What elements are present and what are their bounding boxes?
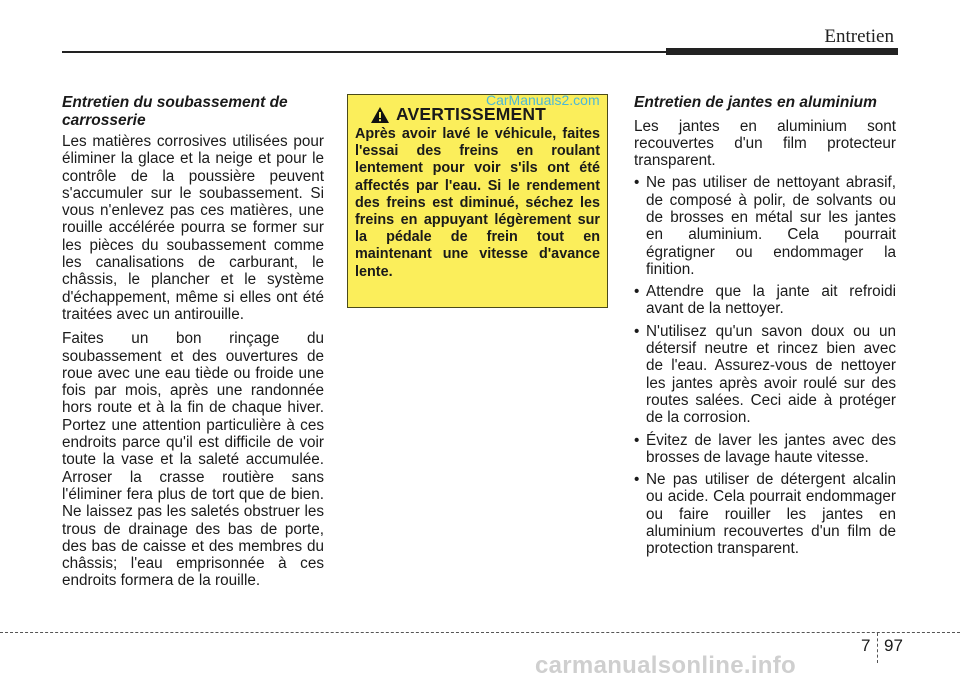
watermark-bottom[interactable]: carmanualsonline.info — [535, 652, 797, 679]
section-title-aluminium-wheels: Entretien de jantes en aluminium — [634, 94, 877, 111]
aluminium-bullet-list — [634, 174, 896, 557]
list-item: • N'utilisez qu'un savon doux ou un détersif neutre et rincez bien avec de l'eau. Assurez-vous de nettoyer les jantes après avoir roulé sur des routes salées. Ceci aide à protéger de la corrosion. — [634, 323, 896, 427]
list-item: • Attendre que la jante ait refroidi avant de la nettoyer. — [634, 283, 896, 318]
left-column — [62, 94, 324, 597]
warning-text: Après avoir lavé le véhicule, faites l'essai des freins en roulant lentement pour voir s'ils ont été affectés par l'eau. Si le rendement des freins est diminué, séchez les freins en appuyant légèrement sur la pédale de frein tout en maintenant une vitesse d'avance lente. — [355, 126, 600, 280]
warning-triangle-icon — [370, 106, 390, 124]
paragraph-1: Les matières corrosives utilisées pour éliminer la glace et la neige et pour le contrôle de la poussière peuvent s'accumuler sur le soubassement. Si vous n'enlevez pas ces matières, une rouille accélérée pourra se former sur les pièces du soubassement comme les canalisations de carburant, le châssis, le plancher et le système d'échappement, même si elles ont été traitées avec un antirouille. — [62, 133, 324, 323]
footer-rule — [0, 632, 960, 633]
warning-box — [347, 94, 608, 308]
section-title-underbody: Entretien du soubassement de carrosserie — [62, 94, 288, 129]
header-bar — [666, 48, 898, 55]
warning-title: AVERTISSEMENT — [396, 104, 547, 124]
aluminium-intro: Les jantes en aluminium sont recouvertes d'un film protecteur transparent. — [634, 117, 896, 170]
list-item: • Évitez de laver les jantes avec des brosses de lavage haute vitesse. — [634, 432, 896, 467]
header-rule — [62, 51, 668, 53]
watermark-top[interactable]: CarManuals2.com — [486, 92, 600, 108]
page-separator — [877, 633, 878, 663]
right-column — [634, 94, 896, 563]
list-item: • Ne pas utiliser de détergent alcalin ou acide. Cela pourrait endommager ou faire rouiller les jantes en aluminium recouvertes d'un film de protection transparent. — [634, 471, 896, 557]
header-title: Entretien — [824, 26, 894, 47]
list-item: • Ne pas utiliser de nettoyant abrasif, de composé à polir, de solvants ou de brosses en métal sur les jantes en aluminium. Cela pourrait égratigner ou endommager la finition. — [634, 174, 896, 278]
page-number: 97 — [884, 636, 903, 655]
page-chapter: 7 — [861, 636, 871, 655]
paragraph-2: Faites un bon rinçage du soubassement et des ouvertures de roue avec une eau tiède ou froide une fois par mois, après une randonnée hors route et à la fin de chaque hiver. Portez une attention particulière à ces endroits parce qu'il est difficile de voir toute la vase et la saleté accumulée. Arroser la crasse routière sans l'éliminer fera plus de tort que de bien. Ne laissez pas les saletés obstruer les trous de drainage des bas de porte, des bas de caisse et des membres du châssis; l'eau emprisonnée à ces endroits formera de la rouille. — [62, 330, 324, 590]
